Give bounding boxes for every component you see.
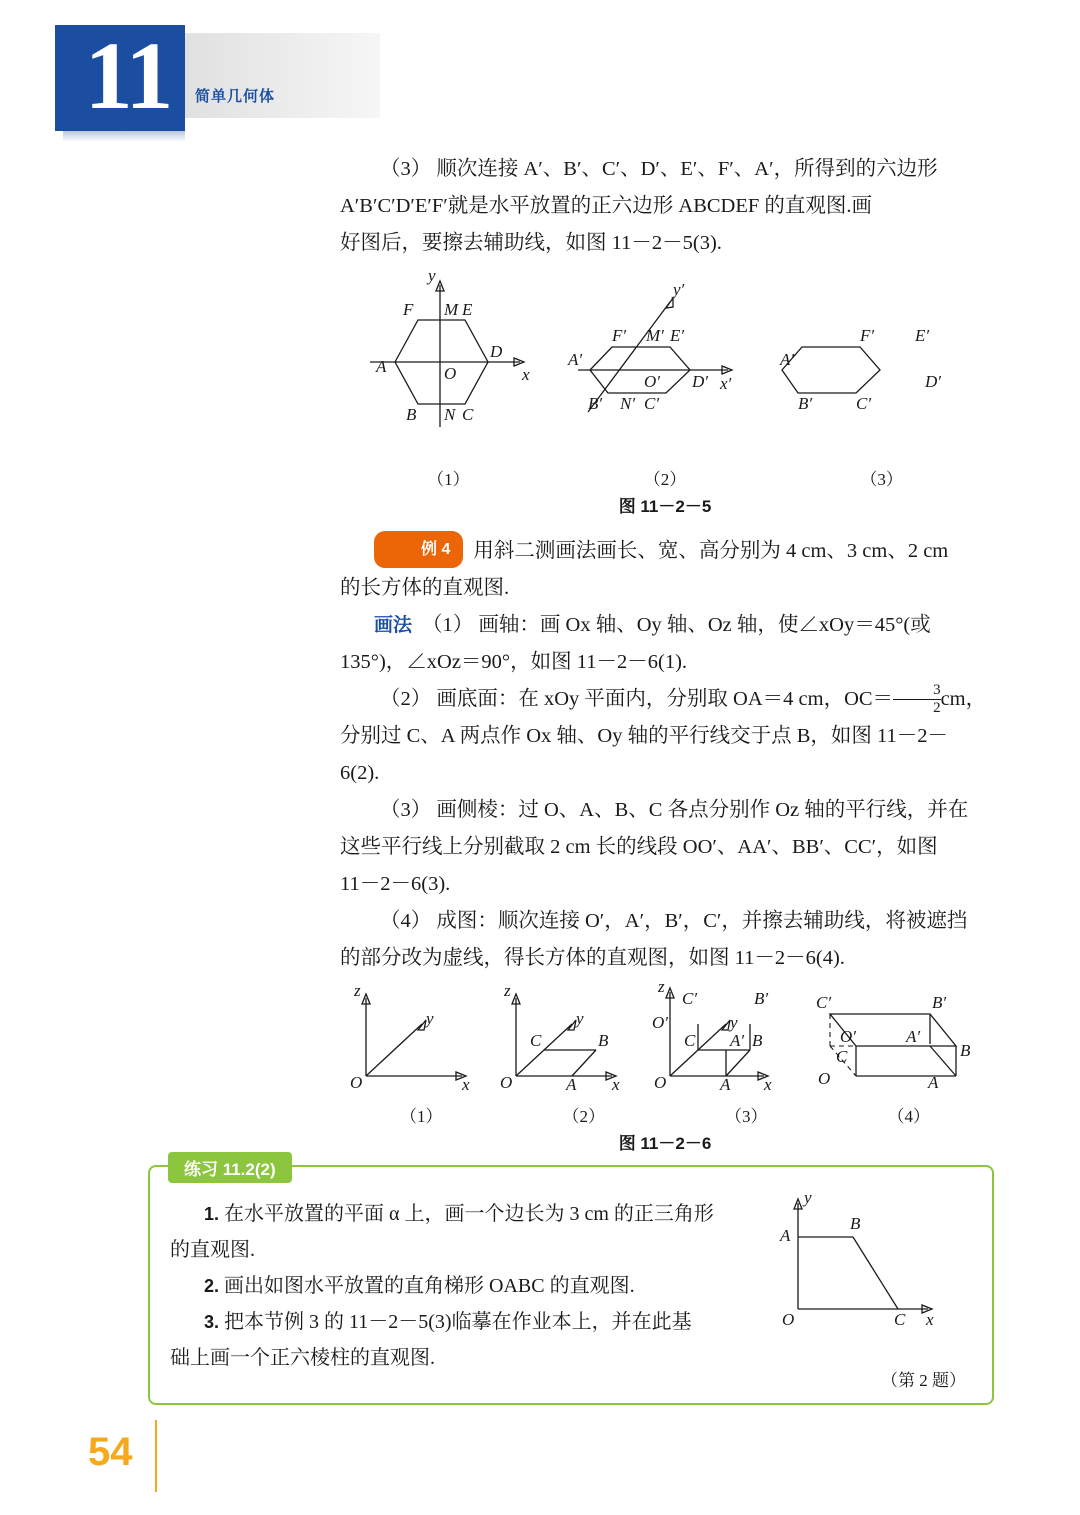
svg-text:C: C <box>684 1031 696 1050</box>
svg-text:y: y <box>730 1013 738 1032</box>
paragraph-3-line3-text: 好图后，要擦去辅助线，如图 11－2－5(3). <box>340 232 722 254</box>
svg-text:x: x <box>462 1075 470 1094</box>
svg-text:y: y <box>428 267 436 285</box>
svg-text:y: y <box>576 1009 584 1028</box>
svg-text:C: C <box>462 405 474 424</box>
figure-11-2-5-part3 <box>779 326 941 413</box>
exercise-item-1-text: 在水平放置的平面 α 上，画一个边长为 3 cm 的正三角形 <box>224 1203 714 1225</box>
method-step2a-unit: cm， <box>940 688 987 710</box>
svg-text:A′: A′ <box>568 350 583 369</box>
paragraph-3-line1 <box>340 152 990 187</box>
figure-11-2-5-part2 <box>567 280 732 413</box>
example-4-line2 <box>340 571 990 606</box>
svg-text:O′: O′ <box>840 1027 856 1046</box>
figure-11-2-5 <box>340 267 990 517</box>
svg-text:O′: O′ <box>652 1013 668 1032</box>
exercise-item-1-text2: 的直观图. <box>170 1239 255 1261</box>
figure-11-2-6-sub3: （3） <box>725 1107 768 1126</box>
figure-11-2-6-part1 <box>350 984 470 1094</box>
svg-text:B: B <box>406 405 417 424</box>
fraction-numerator: 3 <box>933 682 941 699</box>
figure-11-2-6-part3 <box>652 984 772 1094</box>
figure-11-2-6-part2 <box>500 984 620 1094</box>
figure-11-2-5-sub3: （3） <box>860 470 903 489</box>
svg-text:O: O <box>782 1310 795 1329</box>
svg-text:B: B <box>850 1214 861 1233</box>
svg-text:z: z <box>504 984 511 1000</box>
exercise-title: 练习 11.2(2) <box>168 1152 292 1183</box>
page-number: 54 <box>88 1430 133 1474</box>
method-step3b-text: 这些平行线上分别截取 2 cm 长的线段 OO′、AA′、BB′、CC′，如图 <box>340 836 938 858</box>
exercise-figure-caption: （第 2 题） <box>881 1371 966 1390</box>
method-step2b-text: 分别过 C、A 两点作 Ox 轴、Oy 轴的平行线交于点 B，如图 11－2－ <box>340 725 948 747</box>
method-step3a-text: （3） 画侧棱：过 O、A、B、C 各点分别作 Oz 轴的平行线，并在 <box>380 799 969 821</box>
svg-text:B: B <box>960 1041 971 1060</box>
exercise-figure-trapezoid <box>758 1189 958 1339</box>
paragraph-3-line1-text: （3） 顺次连接 A′、B′、C′、D′、E′、F′、A′，所得到的六边形 <box>380 158 938 180</box>
example-4-tag: 例 4 <box>374 531 463 568</box>
exercise-item-1-line1 <box>170 1197 730 1231</box>
fraction-denominator: 2 <box>893 699 941 717</box>
svg-text:A: A <box>376 357 387 376</box>
svg-text:C: C <box>894 1310 906 1329</box>
svg-text:D′: D′ <box>925 372 941 391</box>
svg-text:C′: C′ <box>856 394 872 413</box>
exercise-item-2-number: 2. <box>204 1276 220 1296</box>
exercise-items <box>170 1197 730 1377</box>
svg-text:O: O <box>818 1069 831 1088</box>
main-text-column <box>340 152 990 1154</box>
svg-text:z: z <box>354 984 361 1000</box>
method-step3b <box>340 830 990 865</box>
figure-11-2-6-sub4: （4） <box>887 1107 930 1126</box>
figure-11-2-6-part4 <box>816 993 971 1092</box>
svg-text:O: O <box>654 1073 667 1092</box>
exercise-item-3-line2 <box>170 1341 730 1375</box>
method-step1b <box>340 645 990 680</box>
svg-text:O: O <box>444 364 457 383</box>
figure-11-2-5-subcaptions <box>340 465 990 490</box>
svg-text:M: M <box>444 300 459 319</box>
method-label: 画法 <box>374 615 413 636</box>
figure-11-2-6-sub1: （1） <box>400 1107 443 1126</box>
svg-text:y′: y′ <box>673 280 685 299</box>
exercise-box <box>148 1165 994 1405</box>
svg-text:y: y <box>426 1009 434 1028</box>
svg-text:O: O <box>500 1073 513 1092</box>
method-step2c-text: 6(2). <box>340 762 380 784</box>
svg-text:A′: A′ <box>906 1027 921 1046</box>
svg-text:B: B <box>598 1031 609 1050</box>
example-4-line1 <box>340 531 990 569</box>
example-4-text-2: 的长方体的直观图. <box>340 577 510 599</box>
svg-text:y: y <box>804 1189 812 1207</box>
svg-text:F′: F′ <box>612 326 627 345</box>
method-label-line <box>340 608 990 643</box>
svg-text:C′: C′ <box>816 993 832 1012</box>
method-step3c <box>340 867 990 902</box>
exercise-item-1-line2 <box>170 1233 730 1267</box>
svg-text:A: A <box>780 1226 791 1245</box>
figure-11-2-6-subcaptions <box>340 1102 990 1127</box>
method-step1b-text: 135°)，∠xOz＝90°，如图 11－2－6(1). <box>340 651 688 673</box>
svg-text:C: C <box>836 1047 848 1066</box>
method-step3c-text: 11－2－6(3). <box>340 873 451 895</box>
figure-11-2-6-drawings <box>340 984 990 1104</box>
figure-11-2-5-caption: 图 11－2－5 <box>618 497 712 516</box>
svg-text:N: N <box>444 405 456 424</box>
method-step4b-text: 的部分改为虚线，得长方体的直观图，如图 11－2－6(4). <box>340 947 845 969</box>
method-step2b <box>340 719 990 754</box>
chapter-title: 简单几何体 <box>195 88 276 105</box>
page-number-rule <box>155 1420 157 1492</box>
svg-text:x: x <box>612 1075 620 1094</box>
exercise-item-3-text2: 础上画一个正六棱柱的直观图. <box>170 1347 435 1369</box>
figure-11-2-5-sub1: （1） <box>427 470 470 489</box>
svg-text:E′: E′ <box>670 326 685 345</box>
svg-text:A′: A′ <box>730 1031 745 1050</box>
method-step4a-text: （4） 成图：顺次连接 O′，A′，B′，C′，并擦去辅助线，将被遮挡 <box>380 910 968 932</box>
svg-text:F′: F′ <box>860 326 875 345</box>
svg-text:A′: A′ <box>780 350 795 369</box>
svg-text:E: E <box>462 300 473 319</box>
svg-text:C: C <box>530 1031 542 1050</box>
svg-text:x: x <box>764 1075 772 1094</box>
exercise-item-3-line1 <box>170 1305 730 1339</box>
svg-text:D′: D′ <box>692 372 708 391</box>
svg-text:E′: E′ <box>915 326 930 345</box>
paragraph-3-line2-text: A′B′C′D′E′F′就是水平放置的正六边形 ABCDEF 的直观图.画 <box>340 195 873 217</box>
exercise-item-1-number: 1. <box>204 1204 220 1224</box>
svg-text:x′: x′ <box>720 374 732 393</box>
figure-11-2-5-part1 <box>370 267 530 427</box>
svg-text:B′: B′ <box>588 394 603 413</box>
method-step3a <box>340 793 990 828</box>
svg-text:x: x <box>522 365 530 384</box>
figure-11-2-5-sub2: （2） <box>643 470 687 489</box>
method-step2a <box>340 682 990 717</box>
svg-text:B: B <box>752 1031 763 1050</box>
paragraph-3-line3 <box>340 226 990 261</box>
svg-text:D: D <box>490 342 503 361</box>
svg-text:x: x <box>926 1310 934 1329</box>
svg-text:A: A <box>566 1075 577 1094</box>
paragraph-3-line2 <box>340 189 990 224</box>
svg-text:F: F <box>403 300 414 319</box>
svg-text:B′: B′ <box>754 989 769 1008</box>
svg-text:z: z <box>658 984 665 996</box>
method-step1a: （1） 画轴：画 Ox 轴、Oy 轴、Oz 轴，使∠xOy＝45°(或 <box>422 614 931 636</box>
exercise-item-3-text: 把本节例 3 的 11－2－5(3)临摹在作业本上，并在此基 <box>224 1311 692 1333</box>
svg-text:B′: B′ <box>932 993 947 1012</box>
method-step2a-text: （2） 画底面：在 xOy 平面内，分别取 OA＝4 cm，OC＝ <box>380 688 894 710</box>
fraction-three-halves <box>893 683 941 717</box>
exercise-item-3-number: 3. <box>204 1312 220 1332</box>
method-step2c <box>340 756 990 791</box>
svg-text:N′: N′ <box>620 394 636 413</box>
figure-11-2-6 <box>340 984 990 1154</box>
figure-11-2-6-sub2: （2） <box>562 1107 605 1126</box>
exercise-item-2-text: 画出如图水平放置的直角梯形 OABC 的直观图. <box>224 1275 635 1297</box>
chapter-header <box>55 22 385 140</box>
chapter-number: 11 <box>84 22 172 129</box>
svg-text:B′: B′ <box>798 394 813 413</box>
method-step4a <box>340 904 990 939</box>
svg-text:A: A <box>720 1075 731 1094</box>
svg-text:O: O <box>350 1073 363 1092</box>
figure-11-2-6-caption: 图 11－2－6 <box>618 1134 712 1153</box>
svg-text:M′: M′ <box>646 326 664 345</box>
svg-text:O′: O′ <box>644 372 660 391</box>
exercise-item-2 <box>170 1269 730 1303</box>
example-4-text: 用斜二测画法画长、宽、高分别为 4 cm、3 cm、2 cm <box>473 540 949 562</box>
svg-text:C′: C′ <box>644 394 660 413</box>
svg-text:A: A <box>928 1073 939 1092</box>
svg-text:C′: C′ <box>682 989 698 1008</box>
method-step4b <box>340 941 990 976</box>
figure-11-2-5-drawings <box>340 267 990 467</box>
